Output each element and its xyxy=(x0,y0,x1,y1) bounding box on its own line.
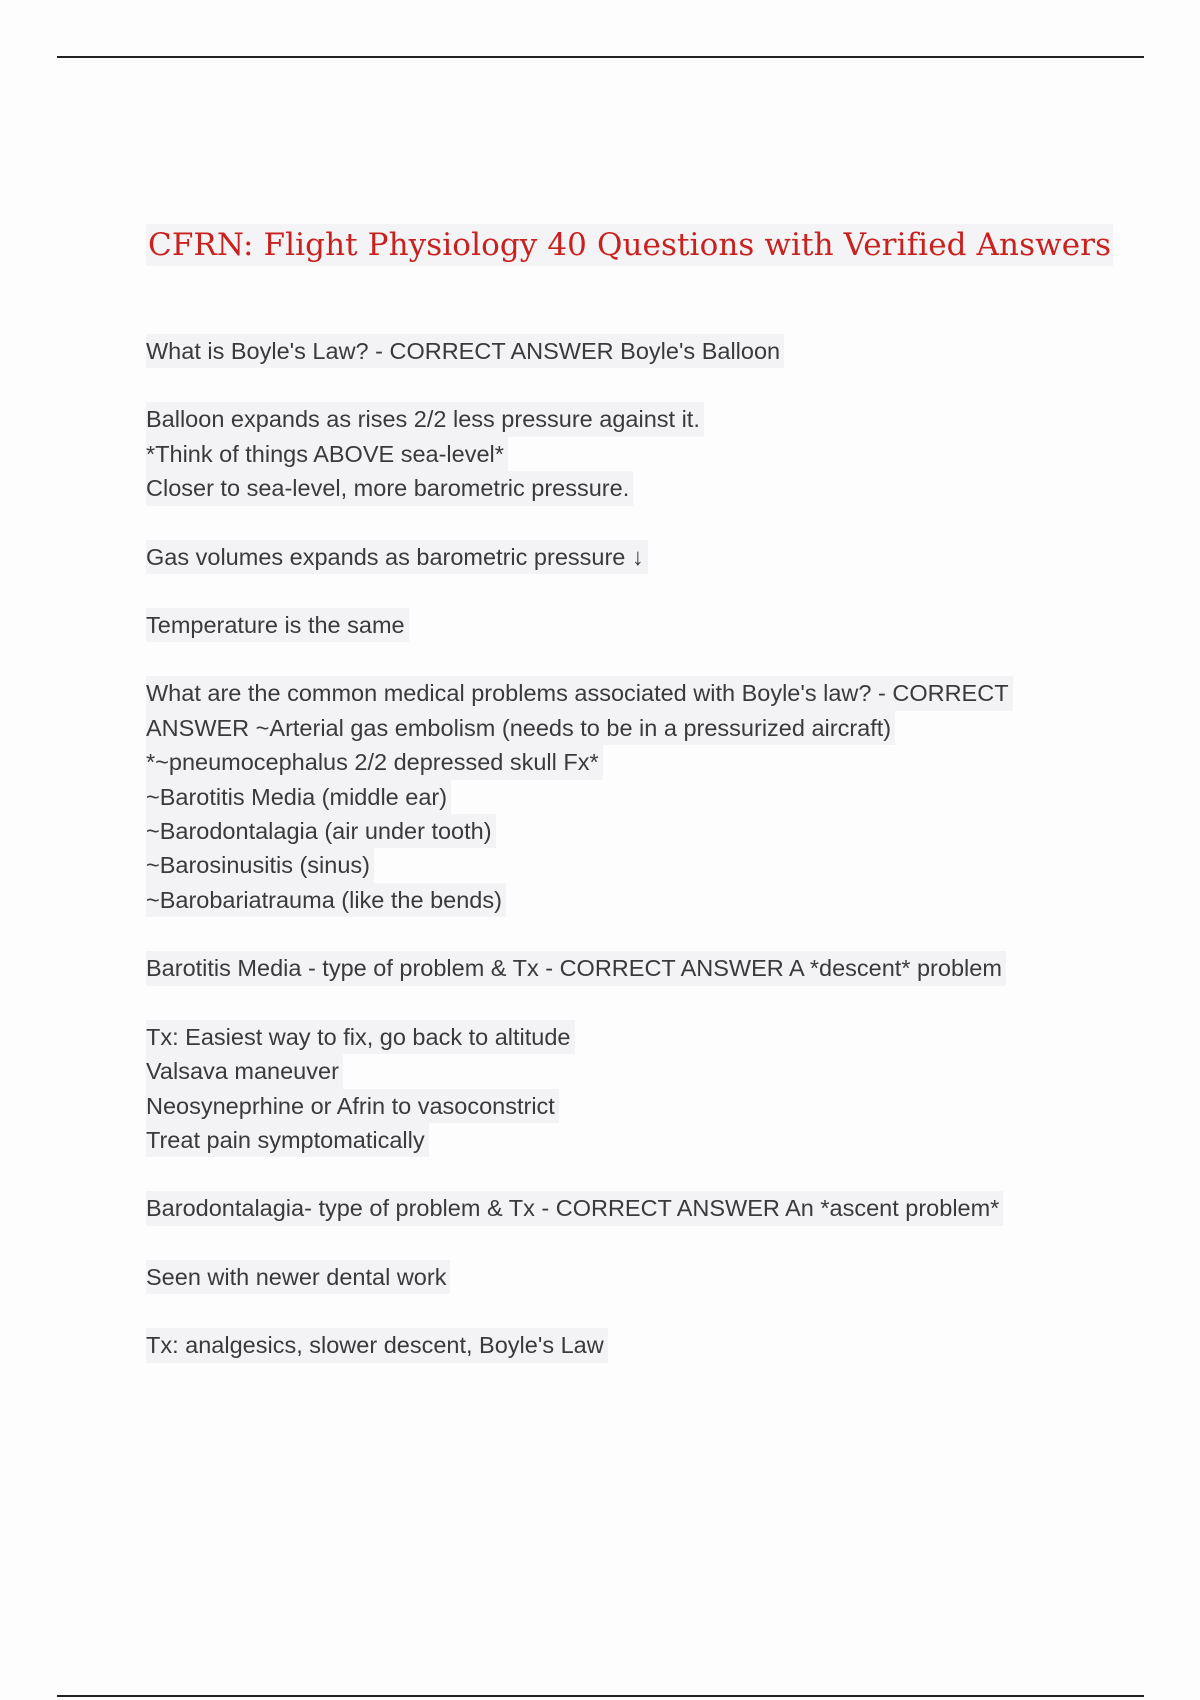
text-line: Temperature is the same xyxy=(146,608,409,642)
header-rule xyxy=(57,56,1144,58)
text-line: Valsava maneuver xyxy=(146,1054,343,1088)
document-body xyxy=(146,334,1086,1397)
paragraph-medical-problems xyxy=(146,676,1086,917)
text-line: Neosyneprhine or Afrin to vasoconstrict xyxy=(146,1089,559,1123)
footer-rule xyxy=(57,1695,1144,1697)
text-line: Tx: Easiest way to fix, go back to altitude xyxy=(146,1020,575,1054)
text-line: ~Barobariatrauma (like the bends) xyxy=(146,883,506,917)
text-line: What are the common medical problems associated with Boyle's law? - CORRECT xyxy=(146,676,1013,710)
paragraph-boyles-law-question xyxy=(146,334,1086,368)
text-line: ~Barotitis Media (middle ear) xyxy=(146,780,451,814)
text-line: *~pneumocephalus 2/2 depressed skull Fx* xyxy=(146,745,603,779)
paragraph-balloon-explanation xyxy=(146,402,1086,505)
paragraph-gas-volumes xyxy=(146,540,1086,574)
paragraph-barotitis-treatment xyxy=(146,1020,1086,1158)
document-title: CFRN: Flight Physiology 40 Questions with Verified Answers xyxy=(146,224,1113,266)
paragraph-barotitis-question xyxy=(146,951,1086,985)
text-line: Closer to sea-level, more barometric pressure. xyxy=(146,471,633,505)
paragraph-barodontalagia-treatment xyxy=(146,1328,1086,1362)
paragraph-barodontalagia-question xyxy=(146,1191,1086,1225)
text-line: ~Barosinusitis (sinus) xyxy=(146,848,374,882)
text-line: ANSWER ~Arterial gas embolism (needs to be in a pressurized aircraft) xyxy=(146,711,895,745)
paragraph-temperature xyxy=(146,608,1086,642)
text-line: *Think of things ABOVE sea-level* xyxy=(146,437,508,471)
text-line: Barotitis Media - type of problem & Tx - CORRECT ANSWER A *descent* problem xyxy=(146,951,1006,985)
text-line: Tx: analgesics, slower descent, Boyle's Law xyxy=(146,1328,608,1362)
text-line: Barodontalagia- type of problem & Tx - CORRECT ANSWER An *ascent problem* xyxy=(146,1191,1003,1225)
text-line: What is Boyle's Law? - CORRECT ANSWER Boyle's Balloon xyxy=(146,334,784,368)
text-line: Seen with newer dental work xyxy=(146,1260,450,1294)
paragraph-dental-work xyxy=(146,1260,1086,1294)
text-line: ~Barodontalagia (air under tooth) xyxy=(146,814,496,848)
text-line: Treat pain symptomatically xyxy=(146,1123,429,1157)
text-line: Gas volumes expands as barometric pressure ↓ xyxy=(146,540,648,574)
text-line: Balloon expands as rises 2/2 less pressure against it. xyxy=(146,402,704,436)
